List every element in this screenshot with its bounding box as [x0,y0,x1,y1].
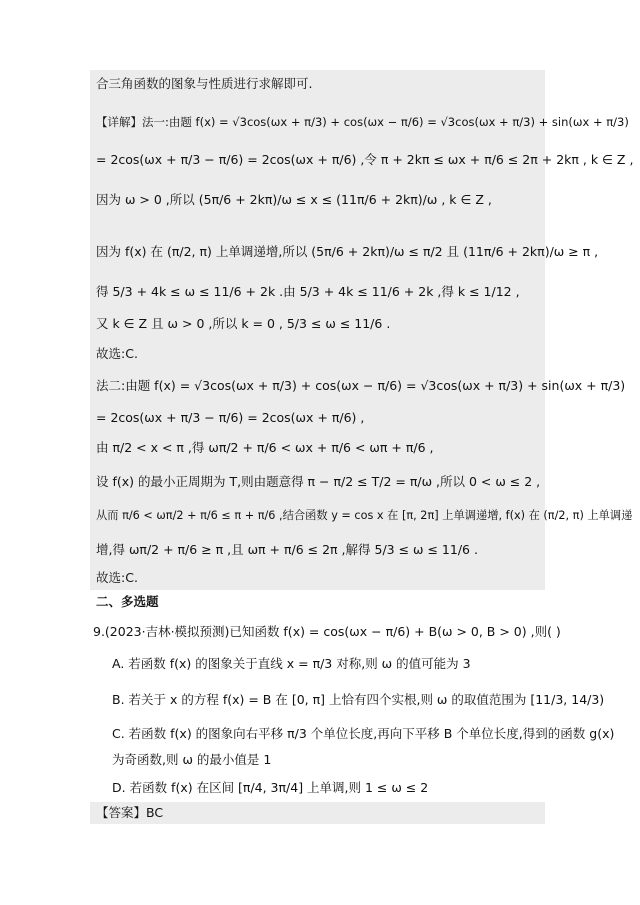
solution-line-1: 合三角函数的图象与性质进行求解即可. [96,76,313,91]
solution-line-7: 又 k ∈ Z 且 ω > 0 ,所以 k = 0 , 5/3 ≤ ω ≤ 11/6 . [96,316,391,331]
option-a: A. 若函数 f(x) 的图象关于直线 x = π/3 对称,则 ω 的值可能为 3 [112,656,471,671]
section-heading: 二、多选题 [96,594,159,609]
solution-line-5: 因为 f(x) 在 (π/2, π) 上单调递增,所以 (5π/6 + 2kπ)/ω ≤ π/2 且 (11π/6 + 2kπ)/ω ≥ π , [96,244,599,259]
solution-line-3: = 2cos(ωx + π/3 − π/6) = 2cos(ωx + π/6) ,令 π + 2kπ ≤ ωx + π/6 ≤ 2π + 2kπ , k ∈ Z , [96,152,634,167]
solution-line-4: 因为 ω > 0 ,所以 (5π/6 + 2kπ)/ω ≤ x ≤ (11π/6 + 2kπ)/ω , k ∈ Z , [96,192,492,207]
answer-line: 【答案】BC [96,805,164,820]
option-c-continued: 为奇函数,则 ω 的最小值是 1 [112,752,272,767]
solution-line-8: 故选:C. [96,346,138,361]
option-b: B. 若关于 x 的方程 f(x) = B 在 [0, π] 上恰有四个实根,则 ω 的取值范围为 [11/3, 14/3) [112,692,605,707]
solution-line-9: 法二:由题 f(x) = √3cos(ωx + π/3) + cos(ωx − π/6) = √3cos(ωx + π/3) + sin(ωx + π/3) [96,378,626,393]
solution-line-14: 增,得 ωπ/2 + π/6 ≥ π ,且 ωπ + π/6 ≤ 2π ,解得 5/3 ≤ ω ≤ 11/6 . [96,542,478,557]
solution-line-11: 由 π/2 < x < π ,得 ωπ/2 + π/6 < ωx + π/6 < ωπ + π/6 , [96,440,434,455]
solution-line-15: 故选:C. [96,570,138,585]
option-d: D. 若函数 f(x) 在区间 [π/4, 3π/4] 上单调,则 1 ≤ ω ≤ 2 [112,780,429,795]
solution-line-13: 从而 π/6 < ωπ/2 + π/6 ≤ π + π/6 ,结合函数 y = cos x 在 [π, 2π] 上单调递增, f(x) 在 (π/2, π) 上单调递 [96,509,633,522]
option-c: C. 若函数 f(x) 的图象向右平移 π/3 个单位长度,再向下平移 B 个单位长度,得到的函数 g(x) [112,726,615,741]
solution-line-2: 【详解】法一:由题 f(x) = √3cos(ωx + π/3) + cos(ωx − π/6) = √3cos(ωx + π/3) + sin(ωx + π/3) [96,115,629,129]
question-stem: 9.(2023·吉林·模拟预测)已知函数 f(x) = cos(ωx − π/6) + B(ω > 0, B > 0) ,则( ) [93,624,561,639]
solution-line-6: 得 5/3 + 4k ≤ ω ≤ 11/6 + 2k .由 5/3 + 4k ≤ 11/6 + 2k ,得 k ≤ 1/12 , [96,284,520,299]
solution-line-12: 设 f(x) 的最小正周期为 T,则由题意得 π − π/2 ≤ T/2 = π/ω ,所以 0 < ω ≤ 2 , [96,474,541,489]
solution-line-10: = 2cos(ωx + π/3 − π/6) = 2cos(ωx + π/6) , [96,410,365,425]
